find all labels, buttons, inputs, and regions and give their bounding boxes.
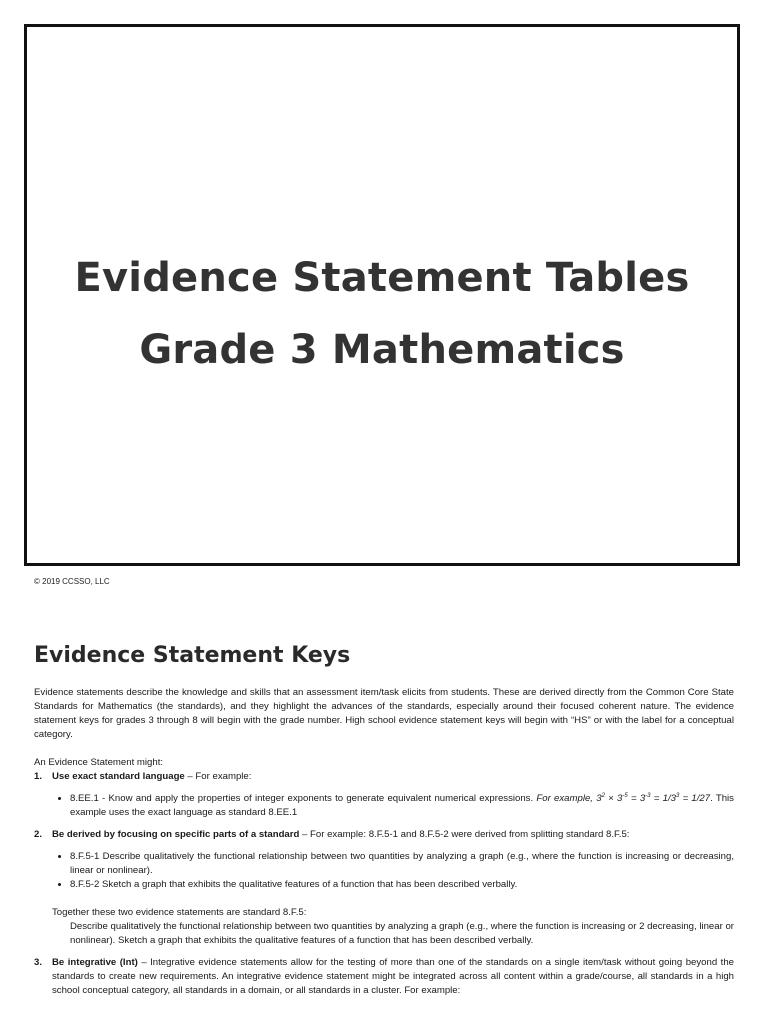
standard-quote: Describe qualitatively the functional relationship between two quantities by analyzing a graph (e.g., where the function is increasing or 2 decreasing, linear or nonlinear). Sketch a graph that exhibits the qualitative features of a function that has been described verbally. xyxy=(70,921,734,946)
together-note: Together these two evidence statements are standard 8.F.5: xyxy=(52,907,307,918)
section-title: Evidence Statement Keys xyxy=(34,643,351,668)
cover-box xyxy=(24,24,740,566)
item-1-label: Use exact standard language xyxy=(52,771,185,782)
list-item-1 xyxy=(34,770,734,784)
cover-title-line-1: Evidence Statement Tables xyxy=(74,255,690,301)
might-label: An Evidence Statement might: xyxy=(34,757,164,768)
copyright-notice: © 2019 CCSSO, LLC xyxy=(34,577,110,586)
list-item-3 xyxy=(34,956,734,998)
item-3-label: Be integrative (Int) xyxy=(52,957,138,968)
item-2-bullet-2: • 8.F.5-2 Sketch a graph that exhibits the qualitative features of a function that has been described verbally. xyxy=(70,878,734,892)
item-1-bullets xyxy=(34,792,734,820)
item-3-text: – Integrative evidence statements allow for the testing of more than one of the standards on a single item/task without going beyond the standards to create new requirements. An integrative evidence statement might be integrated across all content within a grade/course, all standards in a high school conceptual category, all standards in a domain, or all standards in a cluster. For example: xyxy=(52,957,734,996)
item-2-number: 2. xyxy=(34,829,43,840)
item-1-bullet: • 8.EE.1 - Know and apply the properties of integer exponents to generate equivalent numerical expressions. For example, $3^2 \times 3^{-5} = 3^{-3} = 1/3^3 = 1/27$. This example uses the exact language as standard 8.EE.1 xyxy=(70,792,734,820)
item-2-label: Be derived by focusing on specific parts of a standard xyxy=(52,829,300,840)
intro-paragraph: Evidence statements describe the knowledge and skills that an assessment item/task elicits from students. These are derived directly from the Common Core State Standards for Mathematics (the standards), and they highlight the advances of the standards, especially around their focused coherent nature. The evidence statement keys for grades 3 through 8 will begin with the grade number. High school evidence statement keys will begin with “HS” or with the label for a conceptual category. xyxy=(34,687,734,740)
item-1-number: 1. xyxy=(34,771,43,782)
item-2-text: – For example: 8.F.5-1 and 8.F.5-2 were derived from splitting standard 8.F.5: xyxy=(299,829,630,840)
cover-title-line-2: Grade 3 Mathematics xyxy=(139,327,625,373)
item-2-bullets xyxy=(34,850,734,892)
item-2-bullet-1: • 8.F.5-1 Describe qualitatively the functional relationship between two quantities by analyzing a graph (e.g., where the function is increasing or decreasing, linear or nonlinear). xyxy=(70,850,734,878)
list-item-2 xyxy=(34,828,734,842)
item-1-text: – For example: xyxy=(184,771,252,782)
item-3-number: 3. xyxy=(34,957,43,968)
section-body xyxy=(34,686,734,998)
cover-title xyxy=(27,242,737,386)
